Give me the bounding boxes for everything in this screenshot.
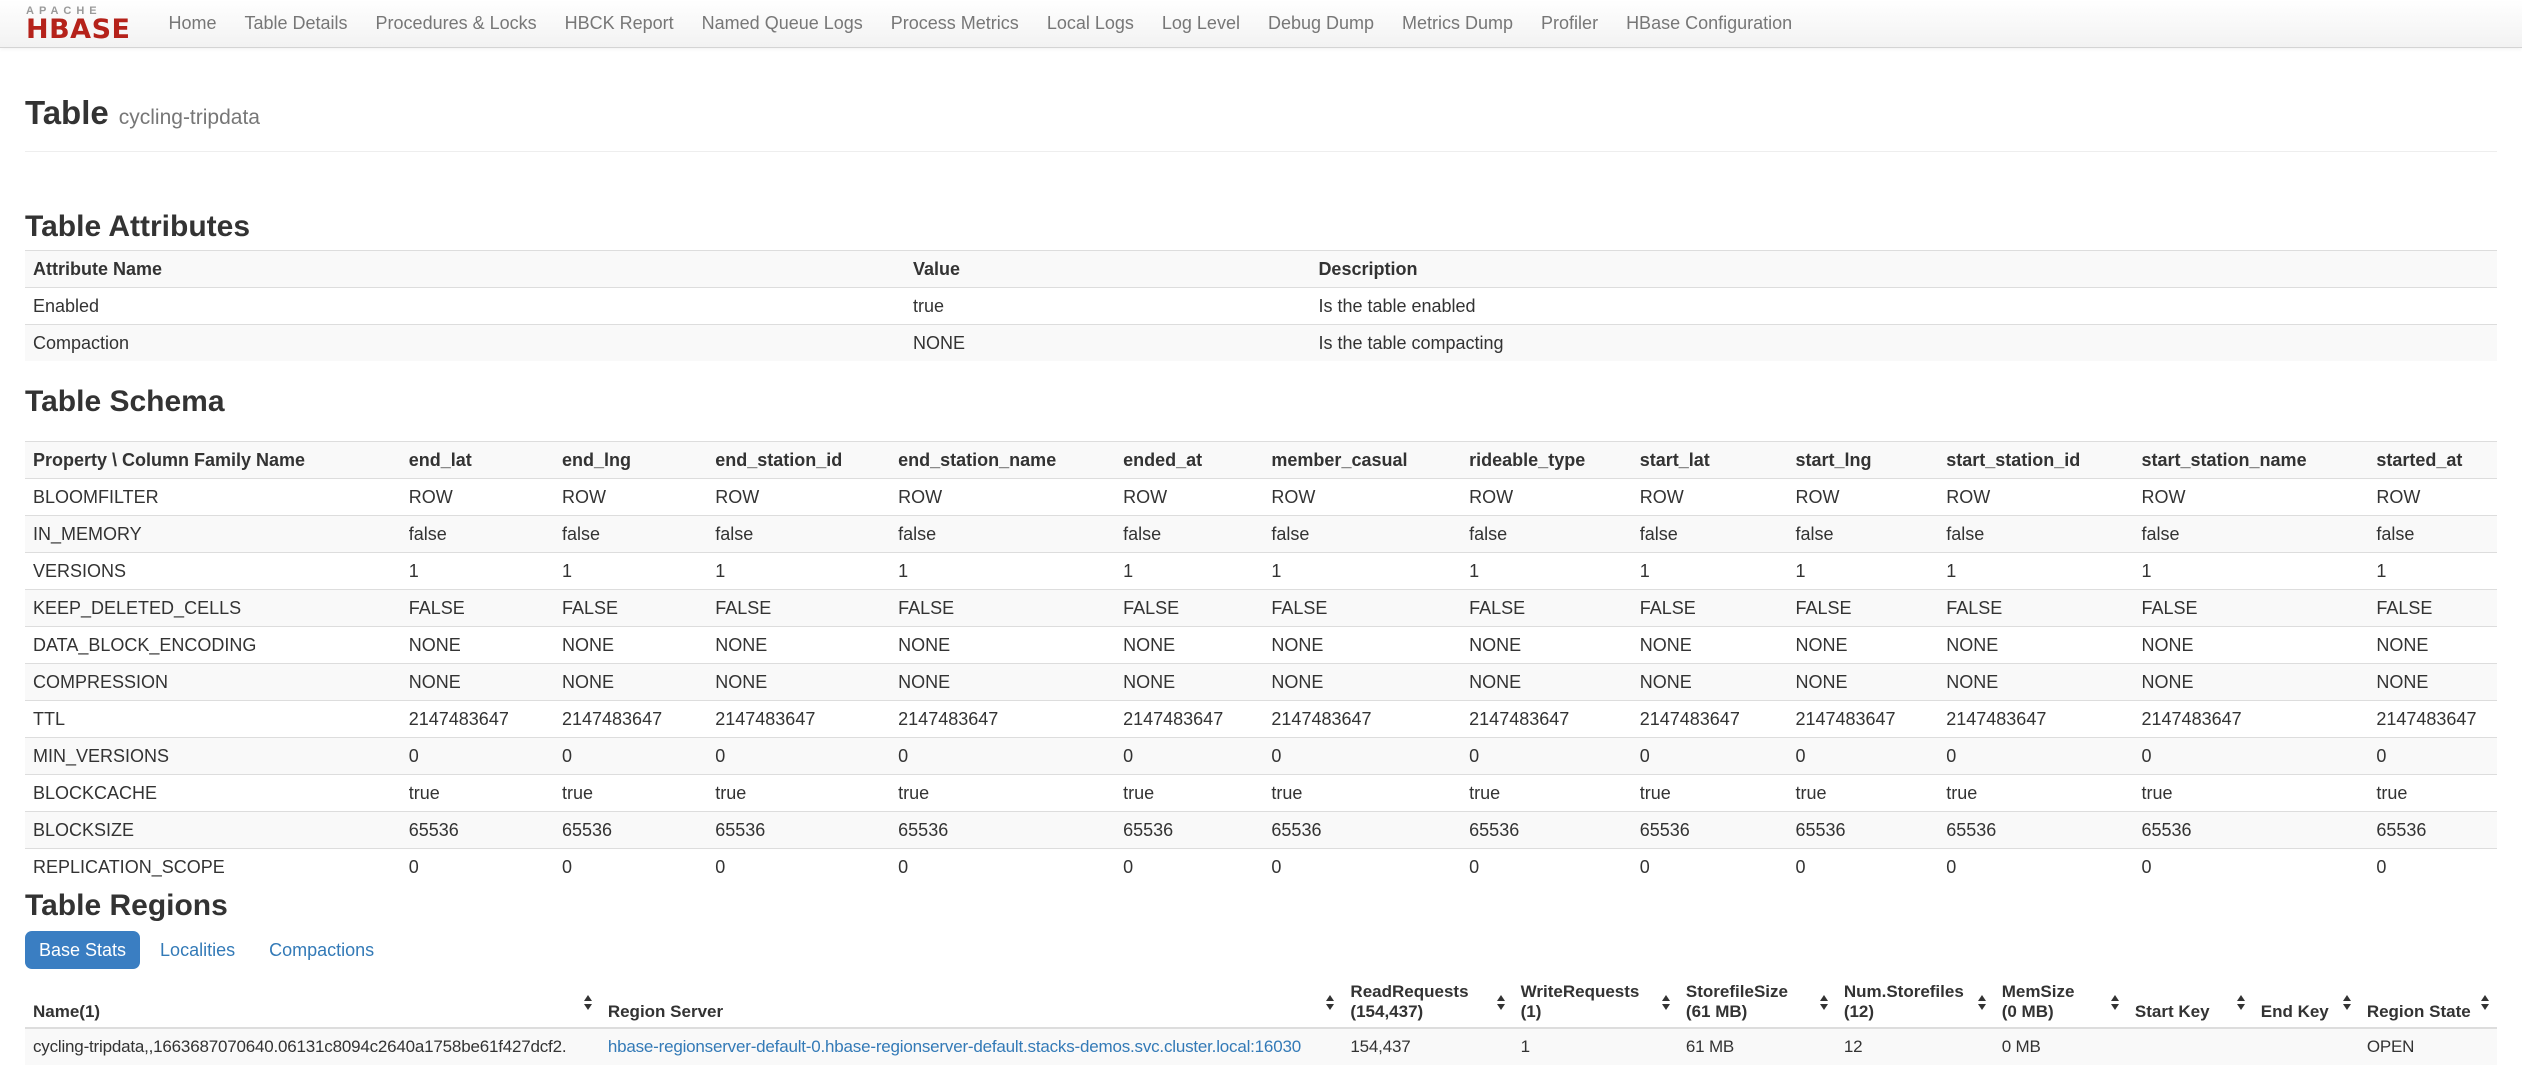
sort-icon[interactable] xyxy=(1326,995,1334,1010)
regions-col-storefilesize[interactable] xyxy=(1678,978,1836,1028)
sort-icon[interactable] xyxy=(584,995,592,1010)
schema-family-end-station-id: end_station_id xyxy=(707,442,890,479)
schema-value-cell: 65536 xyxy=(890,812,1115,849)
regions-col-num-storefiles[interactable] xyxy=(1836,978,1994,1028)
schema-property-cell: DATA_BLOCK_ENCODING xyxy=(25,627,401,664)
schema-value-cell: 65536 xyxy=(1938,812,2133,849)
table-schema xyxy=(25,441,2497,885)
schema-value-cell: 0 xyxy=(554,849,707,886)
schema-value-cell: 2147483647 xyxy=(2368,701,2497,738)
regions-col-label: Region Server xyxy=(607,1002,724,1021)
schema-value-cell: FALSE xyxy=(1787,590,1938,627)
region-cell-read-requests: 154,437 xyxy=(1342,1028,1512,1065)
schema-value-cell: 65536 xyxy=(1787,812,1938,849)
schema-value-cell: NONE xyxy=(1938,664,2133,701)
schema-value-cell: 1 xyxy=(1461,553,1632,590)
schema-family-end-station-name: end_station_name xyxy=(890,442,1115,479)
sort-icon[interactable] xyxy=(2111,995,2119,1010)
schema-row-ttl xyxy=(25,701,2497,738)
schema-value-cell: true xyxy=(1115,775,1263,812)
nav-item-process-metrics xyxy=(877,0,1033,47)
region-cell-mem-size: 0 MB xyxy=(1994,1028,2127,1065)
schema-value-cell: 2147483647 xyxy=(890,701,1115,738)
schema-value-cell: FALSE xyxy=(1461,590,1632,627)
schema-value-cell: 65536 xyxy=(1461,812,1632,849)
region-cell-write-requests: 1 xyxy=(1513,1028,1678,1065)
schema-value-cell: NONE xyxy=(707,664,890,701)
schema-value-cell: true xyxy=(2134,775,2369,812)
schema-value-cell: 2147483647 xyxy=(1461,701,1632,738)
schema-value-cell: false xyxy=(2134,516,2369,553)
schema-value-cell: 65536 xyxy=(707,812,890,849)
hbase-logo[interactable] xyxy=(26,4,131,45)
schema-property-cell: VERSIONS xyxy=(25,553,401,590)
attributes-cell: Is the table enabled xyxy=(1310,288,2497,325)
attributes-cell: Is the table compacting xyxy=(1310,325,2497,362)
schema-value-cell: ROW xyxy=(890,479,1115,516)
schema-family-ended-at: ended_at xyxy=(1115,442,1263,479)
schema-value-cell: NONE xyxy=(554,627,707,664)
schema-value-cell: 0 xyxy=(401,849,554,886)
schema-value-cell: 1 xyxy=(707,553,890,590)
schema-value-cell: 0 xyxy=(1263,738,1461,775)
schema-value-cell: FALSE xyxy=(1938,590,2133,627)
regions-header-row xyxy=(25,978,2497,1028)
nav-item-profiler xyxy=(1527,0,1612,47)
schema-value-cell: 2147483647 xyxy=(554,701,707,738)
schema-value-cell: 1 xyxy=(2134,553,2369,590)
schema-value-cell: ROW xyxy=(554,479,707,516)
schema-value-cell: true xyxy=(1938,775,2133,812)
attributes-row-enabled xyxy=(25,288,2497,325)
schema-value-cell: false xyxy=(1787,516,1938,553)
schema-row-in-memory xyxy=(25,516,2497,553)
schema-value-cell: false xyxy=(1632,516,1788,553)
schema-value-cell: true xyxy=(2368,775,2497,812)
schema-value-cell: false xyxy=(1461,516,1632,553)
schema-property-cell: TTL xyxy=(25,701,401,738)
schema-value-cell: NONE xyxy=(1461,664,1632,701)
regions-table-head xyxy=(25,978,2497,1028)
schema-value-cell: 0 xyxy=(707,849,890,886)
region-cell-num-storefiles: 12 xyxy=(1836,1028,1994,1065)
schema-property-cell: COMPRESSION xyxy=(25,664,401,701)
schema-value-cell: NONE xyxy=(1632,627,1788,664)
attributes-header-row xyxy=(25,251,2497,288)
schema-property-cell: KEEP_DELETED_CELLS xyxy=(25,590,401,627)
nav-item-home xyxy=(154,0,230,47)
attributes-cell: Compaction xyxy=(25,325,905,362)
schema-value-cell: 1 xyxy=(2368,553,2497,590)
sort-icon[interactable] xyxy=(1662,995,1670,1010)
region-row xyxy=(25,1028,2497,1065)
tab-compactions[interactable]: Compactions xyxy=(269,940,375,960)
schema-value-cell: true xyxy=(1787,775,1938,812)
table-regions xyxy=(25,978,2497,1065)
schema-value-cell: 0 xyxy=(554,738,707,775)
schema-value-cell: true xyxy=(707,775,890,812)
schema-value-cell: ROW xyxy=(2134,479,2369,516)
schema-value-cell: FALSE xyxy=(1263,590,1461,627)
schema-value-cell: 0 xyxy=(1938,849,2133,886)
attributes-col-description: Description xyxy=(1310,251,2497,288)
schema-value-cell: 65536 xyxy=(2368,812,2497,849)
schema-value-cell: ROW xyxy=(401,479,554,516)
schema-value-cell: 0 xyxy=(890,738,1115,775)
nav-link-metrics-dump[interactable]: Metrics Dump xyxy=(1402,13,1514,33)
hbase-logo-hbase-text: HBASE xyxy=(26,13,131,45)
schema-value-cell: 1 xyxy=(890,553,1115,590)
schema-value-cell: true xyxy=(554,775,707,812)
nav-menu xyxy=(154,0,1806,47)
schema-value-cell: FALSE xyxy=(401,590,554,627)
attributes-cell: true xyxy=(905,288,1310,325)
schema-value-cell: 0 xyxy=(2368,849,2497,886)
schema-value-cell: 2147483647 xyxy=(1787,701,1938,738)
sort-icon[interactable] xyxy=(2481,995,2489,1010)
regions-col-label: Start Key xyxy=(2134,1002,2210,1021)
attributes-row-compaction xyxy=(25,325,2497,362)
schema-value-cell: ROW xyxy=(1115,479,1263,516)
schema-value-cell: 0 xyxy=(1938,738,2133,775)
schema-value-cell: 1 xyxy=(1632,553,1788,590)
schema-value-cell: 0 xyxy=(1263,849,1461,886)
schema-value-cell: 0 xyxy=(1461,738,1632,775)
schema-family-started-at: started_at xyxy=(2368,442,2497,479)
attributes-col-attribute-name: Attribute Name xyxy=(25,251,905,288)
schema-value-cell: NONE xyxy=(401,664,554,701)
schema-value-cell: 65536 xyxy=(1263,812,1461,849)
schema-value-cell: ROW xyxy=(1787,479,1938,516)
regions-col-label: ReadRequests (154,437) xyxy=(1350,982,1469,1021)
schema-value-cell: NONE xyxy=(2368,627,2497,664)
schema-value-cell: 2147483647 xyxy=(707,701,890,738)
schema-value-cell: 0 xyxy=(1787,738,1938,775)
section-title-schema: Table Schema xyxy=(25,385,225,418)
page-content xyxy=(0,94,2522,1065)
schema-corner-header: Property \ Column Family Name xyxy=(25,442,401,479)
schema-value-cell: ROW xyxy=(707,479,890,516)
section-title-regions: Table Regions xyxy=(25,889,228,922)
top-navbar xyxy=(0,0,2522,48)
schema-value-cell: ROW xyxy=(1632,479,1788,516)
nav-item-named-queue-logs xyxy=(688,0,877,47)
section-title-attributes: Table Attributes xyxy=(25,210,251,243)
schema-value-cell: 1 xyxy=(1115,553,1263,590)
schema-value-cell: 2147483647 xyxy=(1263,701,1461,738)
schema-family-end-lat: end_lat xyxy=(401,442,554,479)
schema-value-cell: NONE xyxy=(1632,664,1788,701)
schema-family-start-lng: start_lng xyxy=(1787,442,1938,479)
schema-value-cell: 65536 xyxy=(401,812,554,849)
schema-value-cell: true xyxy=(1263,775,1461,812)
nav-item-hbck-report xyxy=(551,0,688,47)
schema-value-cell: 65536 xyxy=(1115,812,1263,849)
schema-value-cell: FALSE xyxy=(890,590,1115,627)
schema-family-start-station-id: start_station_id xyxy=(1938,442,2133,479)
schema-value-cell: true xyxy=(401,775,554,812)
nav-link-debug-dump[interactable]: Debug Dump xyxy=(1267,13,1375,33)
page-subtitle: cycling-tripdata xyxy=(118,106,260,129)
schema-value-cell: 0 xyxy=(401,738,554,775)
schema-value-cell: 0 xyxy=(1632,738,1788,775)
region-cell-end-key xyxy=(2253,1028,2359,1065)
region-tabs xyxy=(25,931,2497,969)
schema-family-rideable-type: rideable_type xyxy=(1461,442,1632,479)
schema-value-cell: ROW xyxy=(2368,479,2497,516)
schema-value-cell: 2147483647 xyxy=(2134,701,2369,738)
schema-value-cell: NONE xyxy=(1115,664,1263,701)
schema-value-cell: 2147483647 xyxy=(401,701,554,738)
schema-property-cell: IN_MEMORY xyxy=(25,516,401,553)
schema-family-start-station-name: start_station_name xyxy=(2134,442,2369,479)
attributes-cell: Enabled xyxy=(25,288,905,325)
schema-value-cell: NONE xyxy=(2368,664,2497,701)
schema-property-cell: MIN_VERSIONS xyxy=(25,738,401,775)
schema-value-cell: NONE xyxy=(554,664,707,701)
schema-value-cell: NONE xyxy=(401,627,554,664)
schema-value-cell: 0 xyxy=(2368,738,2497,775)
schema-value-cell: 0 xyxy=(2134,849,2369,886)
sort-icon[interactable] xyxy=(2237,995,2245,1010)
schema-value-cell: 1 xyxy=(1938,553,2133,590)
regions-col-label: MemSize (0 MB) xyxy=(2001,982,2075,1021)
schema-value-cell: NONE xyxy=(1263,664,1461,701)
schema-row-versions xyxy=(25,553,2497,590)
schema-value-cell: NONE xyxy=(1115,627,1263,664)
page-title: Table xyxy=(25,94,109,131)
schema-row-bloomfilter xyxy=(25,479,2497,516)
nav-item-debug-dump xyxy=(1254,0,1388,47)
schema-value-cell: FALSE xyxy=(1115,590,1263,627)
schema-value-cell: false xyxy=(2368,516,2497,553)
regions-col-label: WriteRequests (1) xyxy=(1520,982,1640,1021)
schema-value-cell: ROW xyxy=(1938,479,2133,516)
schema-row-replication-scope xyxy=(25,849,2497,886)
regions-col-label: Name(1) xyxy=(33,1002,101,1021)
schema-value-cell: NONE xyxy=(2134,664,2369,701)
schema-value-cell: 0 xyxy=(2134,738,2369,775)
schema-value-cell: 1 xyxy=(1787,553,1938,590)
schema-property-cell: BLOCKSIZE xyxy=(25,812,401,849)
schema-value-cell: false xyxy=(1115,516,1263,553)
schema-value-cell: NONE xyxy=(1461,627,1632,664)
nav-link-hbase-configuration[interactable]: HBase Configuration xyxy=(1626,13,1793,33)
schema-row-blockcache xyxy=(25,775,2497,812)
nav-link-named-queue-logs[interactable]: Named Queue Logs xyxy=(701,13,863,33)
nav-item-log-level xyxy=(1148,0,1254,47)
schema-value-cell: NONE xyxy=(1263,627,1461,664)
schema-value-cell: 0 xyxy=(1115,849,1263,886)
regions-col-label: Region State xyxy=(2366,1002,2471,1021)
schema-value-cell: 0 xyxy=(1632,849,1788,886)
region-cell-storefile-size: 61 MB xyxy=(1678,1028,1836,1065)
schema-value-cell: 2147483647 xyxy=(1938,701,2133,738)
schema-value-cell: false xyxy=(554,516,707,553)
regions-col-writerequests[interactable] xyxy=(1513,978,1678,1028)
schema-value-cell: false xyxy=(707,516,890,553)
schema-property-cell: BLOCKCACHE xyxy=(25,775,401,812)
schema-value-cell: NONE xyxy=(1787,664,1938,701)
nav-link-process-metrics[interactable]: Process Metrics xyxy=(890,13,1019,33)
hbase-logo-apache-text: APACHE xyxy=(26,4,102,17)
nav-item-procedures-locks xyxy=(362,0,551,47)
region-cell-region-state: OPEN xyxy=(2359,1028,2497,1065)
nav-link-profiler[interactable]: Profiler xyxy=(1541,13,1599,33)
regions-col-name-1[interactable] xyxy=(25,978,600,1028)
schema-value-cell: false xyxy=(1263,516,1461,553)
nav-link-procedures-locks[interactable]: Procedures & Locks xyxy=(375,13,537,33)
schema-value-cell: false xyxy=(401,516,554,553)
schema-value-cell: 0 xyxy=(1461,849,1632,886)
schema-value-cell: NONE xyxy=(1787,627,1938,664)
schema-value-cell: NONE xyxy=(707,627,890,664)
nav-link-local-logs[interactable]: Local Logs xyxy=(1046,13,1134,33)
nav-item-table-details xyxy=(230,0,361,47)
nav-link-hbck-report[interactable]: HBCK Report xyxy=(564,13,674,33)
nav-link-log-level[interactable]: Log Level xyxy=(1161,13,1240,33)
schema-value-cell: 0 xyxy=(1787,849,1938,886)
schema-family-member-casual: member_casual xyxy=(1263,442,1461,479)
regions-col-label: Num.Storefiles (12) xyxy=(1843,982,1964,1021)
nav-item-local-logs xyxy=(1033,0,1148,47)
schema-value-cell: FALSE xyxy=(707,590,890,627)
schema-value-cell: true xyxy=(1461,775,1632,812)
sort-icon[interactable] xyxy=(1978,995,1986,1010)
regions-col-start-key[interactable] xyxy=(2127,978,2253,1028)
schema-value-cell: 1 xyxy=(401,553,554,590)
regions-col-end-key[interactable] xyxy=(2253,978,2359,1028)
schema-value-cell: false xyxy=(1938,516,2133,553)
regions-col-label: StorefileSize (61 MB) xyxy=(1685,982,1788,1021)
schema-value-cell: true xyxy=(890,775,1115,812)
schema-property-cell: BLOOMFILTER xyxy=(25,479,401,516)
schema-row-keep-deleted-cells xyxy=(25,590,2497,627)
nav-item-hbase-configuration xyxy=(1612,0,1806,47)
regions-col-label: End Key xyxy=(2260,1002,2329,1021)
schema-value-cell: false xyxy=(890,516,1115,553)
region-cell-name: cycling-tripdata,,1663687070640.06131c8094c2640a1758be61f427dcf2. xyxy=(25,1028,600,1065)
sort-icon[interactable] xyxy=(1497,995,1505,1010)
regions-col-readrequests[interactable] xyxy=(1342,978,1512,1028)
schema-header-row xyxy=(25,442,2497,479)
schema-value-cell: 2147483647 xyxy=(1632,701,1788,738)
region-cell-region-server xyxy=(600,1028,1343,1065)
schema-row-compression xyxy=(25,664,2497,701)
schema-value-cell: 65536 xyxy=(1632,812,1788,849)
schema-value-cell: FALSE xyxy=(2134,590,2369,627)
attributes-cell: NONE xyxy=(905,325,1310,362)
schema-property-cell: REPLICATION_SCOPE xyxy=(25,849,401,886)
nav-link-table-details[interactable]: Table Details xyxy=(244,13,348,33)
schema-value-cell: NONE xyxy=(1938,627,2133,664)
sort-icon[interactable] xyxy=(1820,995,1828,1010)
schema-value-cell: FALSE xyxy=(2368,590,2497,627)
nav-item-metrics-dump xyxy=(1388,0,1527,47)
tab-localities[interactable]: Localities xyxy=(160,940,236,960)
table-attributes xyxy=(25,250,2497,361)
schema-value-cell: ROW xyxy=(1263,479,1461,516)
regions-col-memsize[interactable] xyxy=(1994,978,2127,1028)
tab-base-stats[interactable]: Base Stats xyxy=(25,931,140,969)
schema-row-blocksize xyxy=(25,812,2497,849)
regions-col-region-server[interactable] xyxy=(600,978,1343,1028)
schema-value-cell: 1 xyxy=(1263,553,1461,590)
nav-link-home[interactable]: Home xyxy=(168,13,217,33)
schema-value-cell: FALSE xyxy=(554,590,707,627)
schema-value-cell: 0 xyxy=(707,738,890,775)
schema-value-cell: ROW xyxy=(1461,479,1632,516)
schema-family-end-lng: end_lng xyxy=(554,442,707,479)
attributes-col-value: Value xyxy=(905,251,1310,288)
schema-family-start-lat: start_lat xyxy=(1632,442,1788,479)
schema-value-cell: true xyxy=(1632,775,1788,812)
schema-value-cell: NONE xyxy=(890,664,1115,701)
schema-value-cell: FALSE xyxy=(1632,590,1788,627)
schema-value-cell: NONE xyxy=(2134,627,2369,664)
sort-icon[interactable] xyxy=(2343,995,2351,1010)
schema-value-cell: 2147483647 xyxy=(1115,701,1263,738)
schema-value-cell: NONE xyxy=(890,627,1115,664)
schema-value-cell: 1 xyxy=(554,553,707,590)
schema-value-cell: 65536 xyxy=(554,812,707,849)
page-header xyxy=(25,94,2497,152)
schema-value-cell: 0 xyxy=(1115,738,1263,775)
regions-table-body xyxy=(25,1028,2497,1065)
schema-value-cell: 0 xyxy=(890,849,1115,886)
regions-col-region-state[interactable] xyxy=(2359,978,2497,1028)
region-cell-start-key xyxy=(2127,1028,2253,1065)
schema-row-data-block-encoding xyxy=(25,627,2497,664)
schema-value-cell: 65536 xyxy=(2134,812,2369,849)
region-server-link[interactable]: hbase-regionserver-default-0.hbase-regionserver-default.stacks-demos.svc.cluster.local:16030 xyxy=(607,1037,1301,1056)
schema-row-min-versions xyxy=(25,738,2497,775)
